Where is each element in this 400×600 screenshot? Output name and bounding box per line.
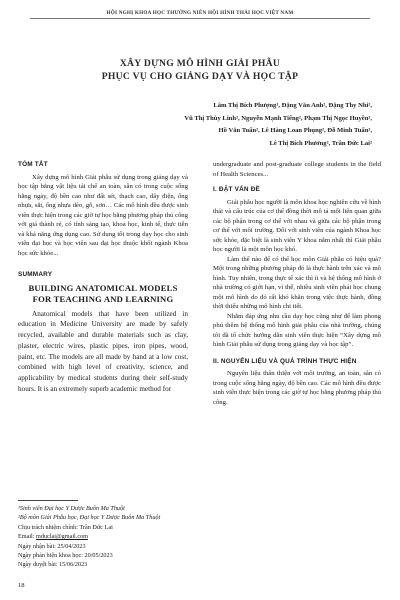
section-1-heading: I. ĐẶT VẤN ĐỀ: [213, 186, 260, 193]
corresponding-author-label: Chịu trách nhiệm chính:: [18, 523, 78, 531]
accepted-date: [18, 560, 188, 569]
author-line: Lê Thị Bích Phương², Trần Đức Lai²: [269, 139, 372, 147]
email-link[interactable]: mduclai@gmail.com: [36, 533, 88, 541]
review-label: Ngày phản biện khoa học:: [18, 552, 83, 560]
summary-vi-heading: TÓM TẮT: [18, 161, 48, 168]
summary-en-title: [18, 283, 188, 305]
accepted-value: 15/06/2023: [59, 561, 88, 569]
summary-en-heading: SUMMARY: [18, 271, 53, 278]
footnote-2: ²Bộ môn Giải Phẫu học, Đại học Y Dược Buôn Ma Thuột: [18, 514, 161, 522]
corresponding-author-name: Trần Đức Lai: [79, 523, 113, 531]
author-line: Lâm Thị Bích Phượng¹, Đặng Văn Anh², Đặng Thy Nhi²,: [213, 102, 372, 109]
review-date: [18, 551, 188, 560]
footnotes: [18, 500, 188, 570]
accepted-label: Ngày duyệt bài:: [18, 561, 58, 569]
running-header: HỘI NGHỊ KHOA HỌC THƯỜNG NIÊN HỘI HÌNH THÁI HỌC VIỆT NAM: [106, 10, 294, 16]
received-date: [18, 542, 188, 551]
review-value: 20/05/2023: [84, 552, 113, 560]
summary-en-title-line-2: FOR TEACHING AND LEARNING: [32, 293, 174, 304]
page-number: 18: [18, 582, 25, 589]
section-1-paragraph: Giải phẫu học người là môn khoa học nghiên cứu về hình thái và cấu trúc của cơ thể đồng thời mô tả mối liên quan giữa các bộ phận trong cơ thể với nhau và giữa các bộ phận trong cơ thể với môi trường. Đối với sinh viên của ngành Khoa học sức khỏe, đặc biệt là sinh viên Y khoa nắm nhất thì Giải phẫu học người là một môn học khó.: [213, 198, 381, 253]
email-line: [18, 532, 188, 541]
title-line-1: XÂY DỰNG MÔ HÌNH GIẢI PHẪU: [119, 58, 281, 69]
author-line: Vũ Thị Thùy Linh², Nguyễn Mạnh Tiếng², Phạm Thị Ngọc Huyền²,: [184, 114, 372, 122]
received-value: 25/04/2023: [57, 542, 86, 550]
corresponding-author: [18, 523, 188, 532]
received-label: Ngày nhận bài:: [18, 542, 56, 550]
section-1-paragraph: Làm thế nào để có thể học môn Giải phẫu có hiệu quả? Một trong những phương pháp đó là thực hành trên xác và mô hình. Tuy nhiên, trong thực tế xác thì ít và hệ thống mô hình ở nhà trường có giới hạn, vì thế, nhiều sinh viên phải học chung một mô hình do đó rất khó khăn trong việc thực hành, đồng thời thiếu những mô hình chi tiết.: [213, 255, 381, 310]
footnote-1: ¹Sinh viên Đại học Y Dược Buôn Ma Thuột: [18, 505, 125, 512]
left-column: [18, 160, 188, 395]
footnote-rule: [18, 500, 78, 501]
section-2-heading: II. NGUYÊN LIỆU VÀ QUÁ TRÌNH THỰC HIỆN: [213, 357, 357, 365]
email-label: Email:: [18, 533, 35, 541]
section-1-paragraph: Nhằm đáp ứng nhu cầu dạy học cũng như để làm phong phú thêm hệ thống mô hình giải phẫu của nhà trường, chúng tôi đã tổ chức hướng dẫn sinh viên thực hiện “Xây dựng mô hình Giải phẫu sử dụng trong giảng dạy và học tập”.: [213, 312, 381, 348]
section-2-paragraph: Nguyên liệu thân thiện với môi trường, an toàn, sẵn có trong cuộc sống hằng ngày, độ bền cao. Các mô hình đều được sinh viên thực hiện trong các giờ tự học bằng phương pháp thủ công.: [213, 370, 382, 406]
summary-vi-text: Xây dựng mô hình Giải phẫu sử dụng trong giảng dạy và học tập bằng vật liệu tái chế an toàn, sẵn có trong cuộc sống hằng ngày, độ bền cao như đất sét, thạch cao, dây điện, ống nhựa, sắt, ống nhựa dẻo, gỗ, sơn… Các mô hình đều được sinh viên thực hiện trong các giờ tự học bằng phương pháp thủ công với giá thành rẻ, có tính sáng tạo, khoa học, kinh tế, thực tiễn và khả năng ứng dụng cao. Sử dụng tốt trong dạy học cho sinh viên đại học và học viên sau đại học thuộc khối ngành Khoa học sức khỏe...: [18, 173, 188, 257]
summary-en-title-line-1: BUILDING ANATOMICAL MODELS: [28, 282, 178, 293]
title-line-2: PHỤC VỤ CHO GIẢNG DẠY VÀ HỌC TẬP: [101, 71, 299, 82]
author-list: [100, 100, 372, 150]
author-line: Hồ Văn Tuấn², Lê Hàng Loan Phụng², Đỗ Minh Tuấn²,: [218, 127, 372, 135]
header-rule: [30, 18, 370, 19]
summary-en-continuation: undergraduate and post-graduate college students in the field of Health Sciences...: [213, 161, 381, 178]
summary-en-text: Anatomical models that have been utilized in education in Medicine University are made by safely recycled, available and durable materials such as clay, plaster, electric wires, plastic pipes, iron pipes, wood, paint, etc. The models are all made by hand at a low cost, combined with high level of creativity, science, and applicability by medical students during their self-study hours. It is an extremely superb academic method for: [18, 309, 188, 394]
right-column: [213, 160, 381, 407]
